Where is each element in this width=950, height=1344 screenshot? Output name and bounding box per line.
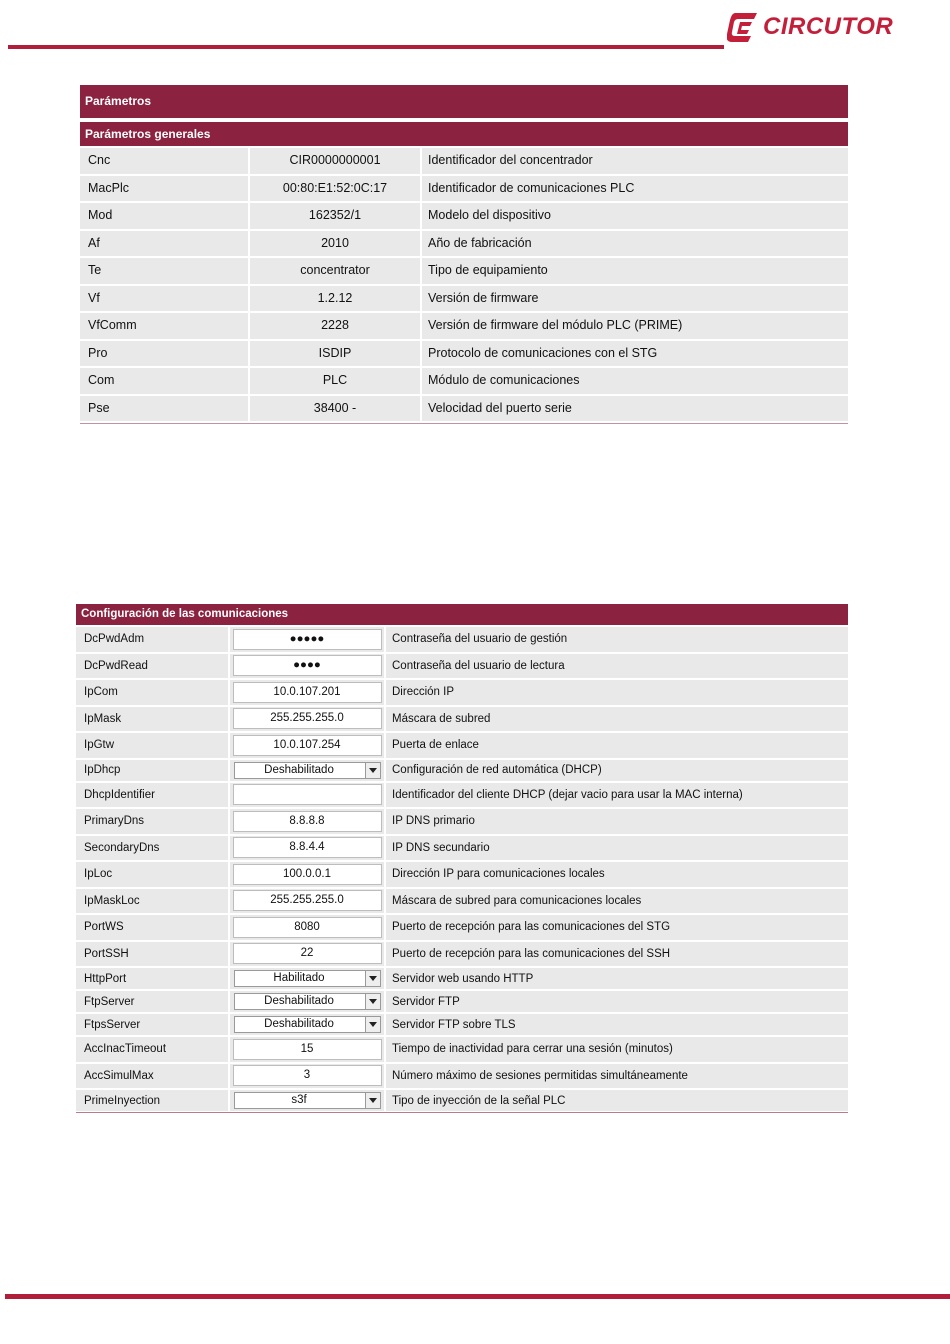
table-row [76,654,848,679]
param-value: 00:80:E1:52:0C:17 [250,176,420,202]
setting-control [230,1014,384,1035]
selected-value: s3f [291,1094,307,1106]
table-row [80,176,848,202]
setting-key: PrimeInyection [76,1090,228,1111]
ipdhcp-select[interactable] [234,762,381,779]
param-description: Versión de firmware del módulo PLC (PRIME) [422,313,848,339]
table-row [80,231,848,257]
param-key: Com [80,368,248,394]
setting-description: Número máximo de sesiones permitidas simultáneamente [386,1064,848,1089]
table-row [76,627,848,652]
setting-key: IpLoc [76,862,228,887]
table-row [76,862,848,887]
accinactimeout-input[interactable]: 15 [233,1039,382,1060]
param-value: 162352/1 [250,203,420,229]
setting-description: Dirección IP para comunicaciones locales [386,862,848,887]
setting-control [230,680,384,705]
setting-description: Contraseña del usuario de gestión [386,627,848,652]
table-row [80,148,848,174]
setting-description: Tiempo de inactividad para cerrar una sesión (minutos) [386,1037,848,1062]
setting-key: AccInacTimeout [76,1037,228,1062]
setting-control [230,1037,384,1062]
table-row [76,968,848,989]
table-row [76,733,848,758]
selected-value: Deshabilitado [264,995,334,1007]
divider [80,423,848,424]
table-row [76,836,848,861]
footer-rule [5,1294,950,1299]
setting-control [230,836,384,861]
param-value: PLC [250,368,420,394]
param-value: 1.2.12 [250,286,420,312]
setting-description: Dirección IP [386,680,848,705]
setting-key: SecondaryDns [76,836,228,861]
setting-description: Máscara de subred [386,707,848,732]
selected-value: Deshabilitado [264,1018,334,1030]
ftpsserver-select[interactable] [234,1016,381,1033]
param-value: 2228 [250,313,420,339]
setting-control [230,654,384,679]
communications-panel [76,604,848,1113]
ipcom-input[interactable]: 10.0.107.201 [233,682,382,703]
table-row [80,396,848,422]
setting-description: Puerto de recepción para las comunicaciones del STG [386,915,848,940]
table-row [80,286,848,312]
param-key: Mod [80,203,248,229]
param-description: Modelo del dispositivo [422,203,848,229]
param-description: Módulo de comunicaciones [422,368,848,394]
parameters-panel [80,85,848,424]
setting-description: Máscara de subred para comunicaciones locales [386,889,848,914]
chevron-down-icon[interactable] [365,1017,380,1032]
table-row [80,313,848,339]
setting-control [230,783,384,808]
setting-key: IpDhcp [76,760,228,781]
dcpwdread-input[interactable]: ●●●● [233,655,382,676]
setting-key: PrimaryDns [76,809,228,834]
table-row [76,991,848,1012]
param-value: 2010 [250,231,420,257]
table-row [76,942,848,967]
param-key: Vf [80,286,248,312]
communications-table [76,627,848,1111]
iploc-input[interactable]: 100.0.0.1 [233,864,382,885]
param-key: Cnc [80,148,248,174]
setting-description: IP DNS primario [386,809,848,834]
secondarydns-input[interactable]: 8.8.4.4 [233,837,382,858]
selected-value: Deshabilitado [264,763,334,776]
general-parameters-table [80,148,848,421]
param-key: Pro [80,341,248,367]
chevron-down-icon[interactable] [365,763,380,778]
param-key: VfComm [80,313,248,339]
setting-description: Puerto de recepción para las comunicaciones del SSH [386,942,848,967]
selected-value: Habilitado [273,972,325,984]
setting-control [230,707,384,732]
param-key: Te [80,258,248,284]
table-row [76,889,848,914]
setting-control [230,1064,384,1089]
setting-key: IpCom [76,680,228,705]
httpport-select[interactable] [234,970,381,987]
ipgtw-input[interactable]: 10.0.107.254 [233,735,382,756]
param-description: Protocolo de comunicaciones con el STG [422,341,848,367]
param-value: 38400 - [250,396,420,422]
table-row [80,341,848,367]
setting-description: Configuración de red automática (DHCP) [386,760,848,781]
setting-key: PortSSH [76,942,228,967]
setting-key: AccSimulMax [76,1064,228,1089]
divider [76,1112,848,1113]
table-row [76,1037,848,1062]
chevron-down-icon[interactable] [365,1093,380,1108]
primarydns-input[interactable]: 8.8.8.8 [233,811,382,832]
param-description: Versión de firmware [422,286,848,312]
primeinyection-select[interactable] [234,1092,381,1109]
setting-control [230,889,384,914]
setting-key: IpMaskLoc [76,889,228,914]
setting-description: Servidor web usando HTTP [386,968,848,989]
table-row [76,760,848,781]
param-description: Identificador del concentrador [422,148,848,174]
param-description: Tipo de equipamiento [422,258,848,284]
setting-description: Puerta de enlace [386,733,848,758]
setting-control [230,862,384,887]
param-key: Af [80,231,248,257]
ipmaskloc-input[interactable]: 255.255.255.0 [233,890,382,911]
setting-control [230,968,384,989]
brand-name: CIRCUTOR [763,13,894,40]
param-description: Velocidad del puerto serie [422,396,848,422]
chevron-down-icon[interactable] [365,994,380,1009]
table-row [76,915,848,940]
circutor-logo [727,10,907,46]
table-row [76,707,848,732]
setting-key: IpGtw [76,733,228,758]
setting-control [230,991,384,1012]
setting-control [230,915,384,940]
accsimulmax-input[interactable]: 3 [233,1065,382,1086]
setting-description: Contraseña del usuario de lectura [386,654,848,679]
table-row [80,258,848,284]
header-rule [8,45,724,49]
table-row [76,1090,848,1111]
table-row [76,783,848,808]
setting-key: FtpsServer [76,1014,228,1035]
table-row [76,1064,848,1089]
table-row [76,809,848,834]
setting-description: Identificador del cliente DHCP (dejar vacio para usar la MAC interna) [386,783,848,808]
setting-control [230,760,384,781]
param-value: CIR0000000001 [250,148,420,174]
circutor-logo-icon [727,10,761,44]
setting-key: PortWS [76,915,228,940]
param-description: Identificador de comunicaciones PLC [422,176,848,202]
ipmask-input[interactable]: 255.255.255.0 [233,708,382,729]
setting-description: IP DNS secundario [386,836,848,861]
setting-description: Tipo de inyección de la señal PLC [386,1090,848,1111]
param-value: ISDIP [250,341,420,367]
setting-key: DcPwdAdm [76,627,228,652]
param-value: concentrator [250,258,420,284]
setting-control [230,1090,384,1111]
setting-key: HttpPort [76,968,228,989]
setting-key: FtpServer [76,991,228,1012]
setting-control [230,733,384,758]
table-row [76,680,848,705]
table-row [80,203,848,229]
portssh-input[interactable]: 22 [233,943,382,964]
setting-key: DcPwdRead [76,654,228,679]
ftpserver-select[interactable] [234,993,381,1010]
general-parameters-title: Parámetros generales [80,122,848,146]
setting-control [230,809,384,834]
setting-description: Servidor FTP [386,991,848,1012]
setting-key: IpMask [76,707,228,732]
portws-input[interactable]: 8080 [233,917,382,938]
chevron-down-icon[interactable] [365,971,380,986]
communications-title: Configuración de las comunicaciones [76,604,848,625]
param-description: Año de fabricación [422,231,848,257]
setting-control [230,942,384,967]
setting-control [230,627,384,652]
dhcpidentifier-input[interactable] [233,784,382,805]
parameters-title: Parámetros [80,85,848,118]
setting-description: Servidor FTP sobre TLS [386,1014,848,1035]
param-key: Pse [80,396,248,422]
param-key: MacPlc [80,176,248,202]
table-row [80,368,848,394]
dcpwdadm-input[interactable]: ●●●●● [233,629,382,650]
setting-key: DhcpIdentifier [76,783,228,808]
table-row [76,1014,848,1035]
